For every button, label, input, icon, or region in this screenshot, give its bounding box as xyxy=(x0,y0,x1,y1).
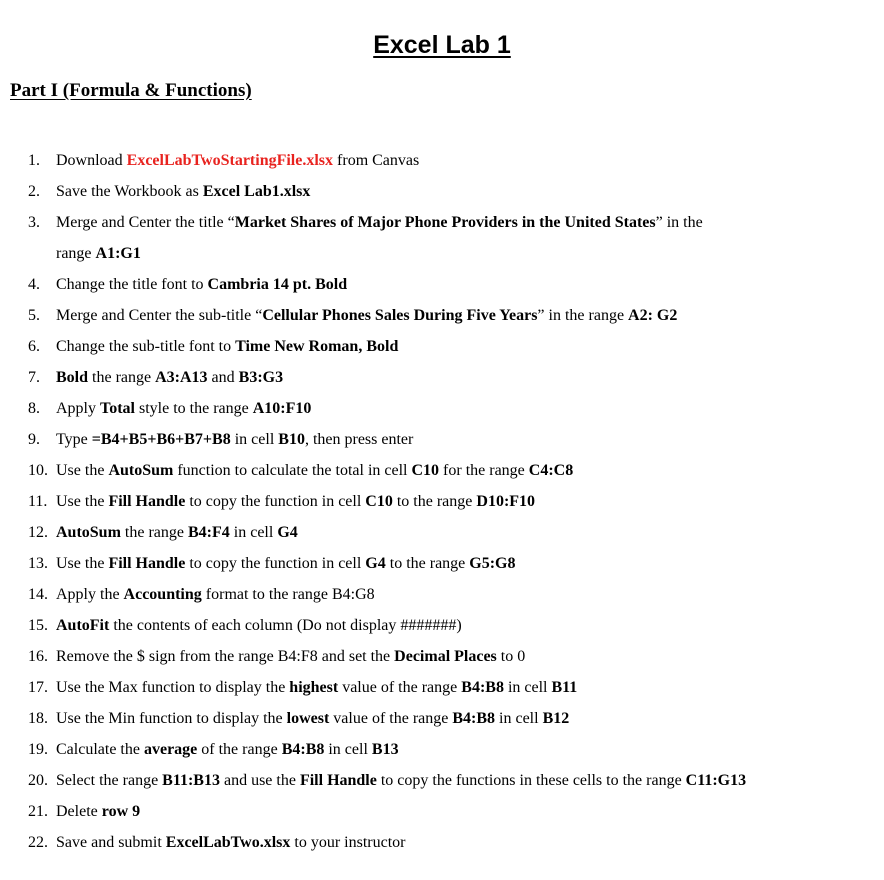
bold-run: C10 xyxy=(411,462,440,479)
text-run: to your instructor xyxy=(290,834,406,851)
step-number: 5. xyxy=(28,307,40,324)
step-item xyxy=(28,827,878,858)
bold-run: lowest xyxy=(286,710,330,727)
bold-run: AutoSum xyxy=(108,462,174,479)
bold-run: Cellular Phones Sales During Five Years xyxy=(262,307,538,324)
step-item xyxy=(28,641,878,672)
step-item xyxy=(28,734,878,765)
bold-run: B13 xyxy=(371,741,399,758)
step-number: 11. xyxy=(28,493,48,510)
step-item xyxy=(28,672,878,703)
step-number: 18. xyxy=(28,710,48,727)
text-run: in cell xyxy=(229,524,278,541)
text-run: of the range xyxy=(197,741,282,758)
text-run: style to the range xyxy=(134,400,253,417)
step-number: 6. xyxy=(28,338,40,355)
step-item xyxy=(28,455,878,486)
step-number: 1. xyxy=(28,152,40,169)
text-run: format to the range B4:G8 xyxy=(201,586,375,603)
text-run: in cell xyxy=(324,741,372,758)
bold-run: G4 xyxy=(277,524,298,541)
steps-list xyxy=(28,145,878,858)
bold-run: B11:B13 xyxy=(162,772,220,789)
bold-run: B4:B8 xyxy=(281,741,325,758)
bold-run: A3:A13 xyxy=(155,369,208,386)
text-run: to the range xyxy=(392,493,477,510)
text-run: Merge and Center the sub-title “ xyxy=(56,307,263,324)
step-number: 7. xyxy=(28,369,40,386)
step-continuation xyxy=(28,238,878,269)
text-run: and xyxy=(207,369,239,386)
step-number: 2. xyxy=(28,183,40,200)
step-number: 20. xyxy=(28,772,48,789)
step-number: 17. xyxy=(28,679,48,696)
bold-run: Cambria 14 pt. Bold xyxy=(207,276,348,293)
text-run: Save the Workbook as xyxy=(56,183,203,200)
text-run: Type xyxy=(56,431,92,448)
text-run: Use the xyxy=(56,555,109,572)
step-number: 4. xyxy=(28,276,40,293)
bold-run: Fill Handle xyxy=(108,555,186,572)
bold-run: Bold xyxy=(56,369,89,386)
bold-run: C4:C8 xyxy=(528,462,574,479)
step-item xyxy=(28,362,878,393)
bold-run: Market Shares of Major Phone Providers in the United States xyxy=(234,214,656,231)
text-run: function to calculate the total in cell xyxy=(173,462,412,479)
bold-run: AutoSum xyxy=(56,524,121,541)
bold-run: C10 xyxy=(365,493,393,510)
text-run: Select the range xyxy=(56,772,163,789)
text-run: the contents of each column (Do not display #######) xyxy=(109,617,462,634)
step-number: 14. xyxy=(28,586,48,603)
step-item xyxy=(28,145,878,176)
step-number: 12. xyxy=(28,524,48,541)
step-item xyxy=(28,579,878,610)
bold-run: A2: G2 xyxy=(628,307,678,324)
text-run: to copy the functions in these cells to the range xyxy=(376,772,686,789)
bold-run: G5:G8 xyxy=(469,555,516,572)
bold-run: A1:G1 xyxy=(95,245,141,262)
bold-run: Time New Roman, Bold xyxy=(235,338,399,355)
bold-run: B4:B8 xyxy=(452,710,496,727)
step-item xyxy=(28,176,878,207)
step-item xyxy=(28,300,878,331)
step-item xyxy=(28,269,878,300)
step-number: 19. xyxy=(28,741,48,758)
step-number: 22. xyxy=(28,834,48,851)
bold-run: average xyxy=(143,741,198,758)
text-run: Save and submit xyxy=(56,834,166,851)
step-number: 10. xyxy=(28,462,48,479)
text-run: ” in the xyxy=(655,214,703,231)
step-item xyxy=(28,703,878,734)
step-item xyxy=(28,424,878,455)
bold-run: C11:G13 xyxy=(685,772,747,789)
text-run: Merge and Center the title “ xyxy=(56,214,235,231)
text-run: Apply the xyxy=(56,586,124,603)
bold-run: highest xyxy=(289,679,339,696)
step-item xyxy=(28,393,878,424)
document-title-text: Excel Lab 1 xyxy=(373,31,511,59)
bold-run: AutoFit xyxy=(56,617,110,634)
text-run: from Canvas xyxy=(333,152,420,169)
step-number: 8. xyxy=(28,400,40,417)
text-run: value of the range xyxy=(338,679,462,696)
bold-run: B11 xyxy=(551,679,578,696)
text-run: the range xyxy=(88,369,156,386)
bold-run: ExcelLabTwo.xlsx xyxy=(165,834,291,851)
bold-run: Accounting xyxy=(123,586,202,603)
bold-run: Fill Handle xyxy=(299,772,377,789)
bold-run: Total xyxy=(100,400,135,417)
bold-run: Decimal Places xyxy=(394,648,497,665)
bold-run: ExcelLabTwoStartingFile.xlsx xyxy=(126,152,334,169)
bold-run: A10:F10 xyxy=(252,400,312,417)
text-run: Delete xyxy=(56,803,102,820)
text-run: the range xyxy=(120,524,188,541)
text-run: and use the xyxy=(219,772,300,789)
bold-run: B3:G3 xyxy=(238,369,284,386)
text-run: in cell xyxy=(495,710,543,727)
text-run: Calculate the xyxy=(56,741,144,758)
bold-run: D10:F10 xyxy=(476,493,536,510)
step-item xyxy=(28,331,878,362)
step-item xyxy=(28,517,878,548)
text-run: ” in the range xyxy=(537,307,629,324)
bold-run: B4:B8 xyxy=(461,679,504,696)
text-run: to the range xyxy=(385,555,470,572)
text-run: , then press enter xyxy=(304,431,414,448)
bold-run: Fill Handle xyxy=(108,493,186,510)
step-item xyxy=(28,796,878,827)
text-run: Remove the $ sign from the range B4:F8 and set the xyxy=(56,648,395,665)
text-run: to copy the function in cell xyxy=(185,555,366,572)
text-run: to copy the function in cell xyxy=(185,493,366,510)
text-run: for the range xyxy=(439,462,529,479)
text-run: in cell xyxy=(230,431,279,448)
bold-run: B10 xyxy=(278,431,305,448)
step-item xyxy=(28,765,878,796)
step-item xyxy=(28,548,878,579)
part-heading: Part I (Formula & Functions) xyxy=(10,80,252,101)
text-run: Use the Max function to display the xyxy=(56,679,290,696)
step-item xyxy=(28,207,878,238)
text-run: Change the title font to xyxy=(56,276,208,293)
step-number: 15. xyxy=(28,617,48,634)
text-run: Download xyxy=(56,152,127,169)
step-number: 9. xyxy=(28,431,40,448)
text-run: Use the Min function to display the xyxy=(56,710,287,727)
bold-run: B12 xyxy=(542,710,570,727)
text-run: range xyxy=(56,245,96,262)
step-item xyxy=(28,610,878,641)
text-run: value of the range xyxy=(329,710,453,727)
text-run: Use the xyxy=(56,462,109,479)
bold-run: =B4+B5+B6+B7+B8 xyxy=(91,431,231,448)
text-run: Change the sub-title font to xyxy=(56,338,236,355)
step-number: 13. xyxy=(28,555,48,572)
text-run: Apply xyxy=(56,400,100,417)
step-item xyxy=(28,486,878,517)
step-number: 21. xyxy=(28,803,48,820)
step-number: 16. xyxy=(28,648,48,665)
bold-run: B4:F4 xyxy=(187,524,230,541)
text-run: Use the xyxy=(56,493,109,510)
text-run: to 0 xyxy=(496,648,526,665)
step-number: 3. xyxy=(28,214,40,231)
bold-run: Excel Lab1.xlsx xyxy=(202,183,311,200)
document-title xyxy=(0,28,884,62)
bold-run: row 9 xyxy=(101,803,141,820)
bold-run: G4 xyxy=(365,555,386,572)
text-run: in cell xyxy=(503,679,552,696)
